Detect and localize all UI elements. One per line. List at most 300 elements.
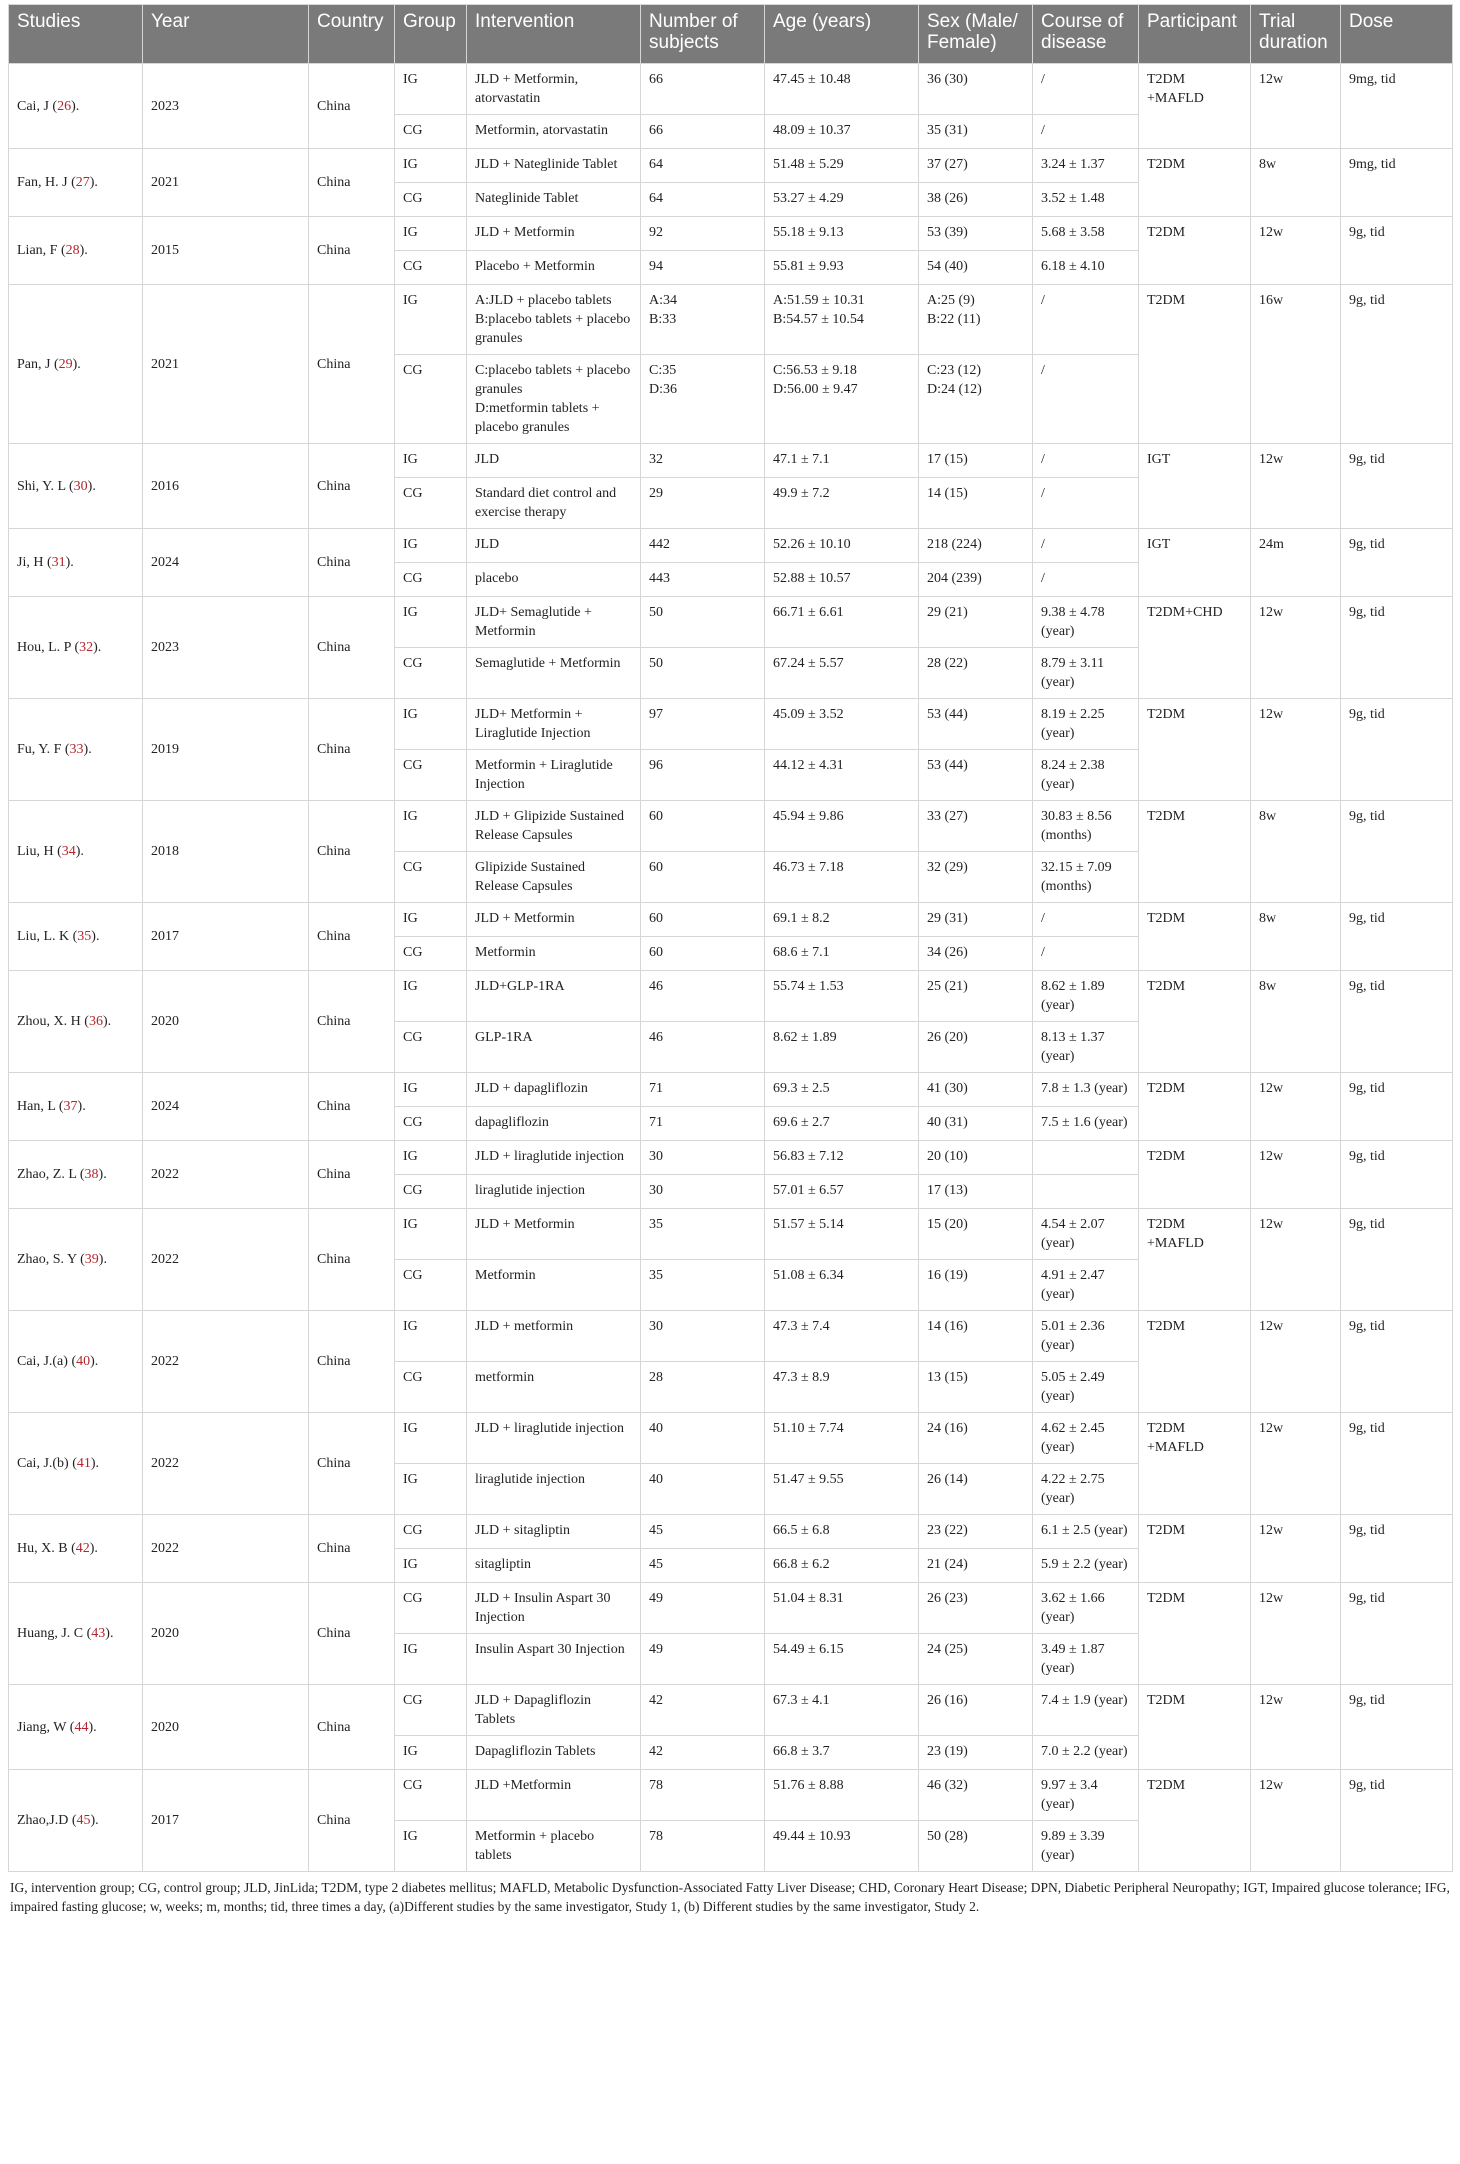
country-cell: China [309, 529, 395, 597]
group-cell: CG [395, 251, 467, 285]
n-cell [641, 115, 765, 149]
sex-line: 218 (224) [927, 537, 982, 552]
study-name-cell: Fu, Y. F (33). [9, 699, 143, 801]
intervention-line: Semaglutide + Metformin [475, 656, 621, 671]
sex-cell [919, 149, 1033, 183]
country-cell: China [309, 1209, 395, 1311]
dose-cell: 9g, tid [1341, 801, 1453, 903]
n-cell [641, 1022, 765, 1073]
study-name-cell: Liu, H (34). [9, 801, 143, 903]
course-of-disease-cell: 7.4 ± 1.9 (year) [1033, 1685, 1139, 1736]
trial-duration-cell: 12w [1251, 444, 1341, 529]
intervention-cell [467, 529, 641, 563]
age-cell [765, 1515, 919, 1549]
age-line: 67.24 ± 5.57 [773, 656, 844, 671]
group-cell: IG [395, 971, 467, 1022]
intervention-cell [467, 183, 641, 217]
column-header: Age (years) [765, 5, 919, 64]
n-line: 30 [649, 1319, 663, 1334]
study-name-cell: Ji, H (31). [9, 529, 143, 597]
n-cell [641, 1634, 765, 1685]
intervention-cell [467, 1821, 641, 1872]
age-cell [765, 217, 919, 251]
dose-cell: 9g, tid [1341, 1073, 1453, 1141]
age-cell [765, 444, 919, 478]
n-cell [641, 1736, 765, 1770]
age-cell [765, 355, 919, 444]
sex-cell [919, 64, 1033, 115]
sex-cell [919, 1736, 1033, 1770]
age-line: 51.47 ± 9.55 [773, 1472, 844, 1487]
sex-line: 36 (30) [927, 72, 968, 87]
course-of-disease-cell: 7.8 ± 1.3 (year) [1033, 1073, 1139, 1107]
n-cell [641, 1685, 765, 1736]
intervention-cell [467, 801, 641, 852]
year-cell: 2019 [143, 699, 309, 801]
study-name: Cai, J [17, 98, 49, 114]
sex-line: 26 (16) [927, 1693, 968, 1708]
intervention-cell [467, 903, 641, 937]
sex-cell [919, 217, 1033, 251]
intervention-line: JLD + metformin [475, 1319, 574, 1334]
dose-cell: 9g, tid [1341, 1141, 1453, 1209]
table-row [9, 1685, 1453, 1736]
age-line: 68.6 ± 7.1 [773, 945, 830, 960]
course-of-disease-cell: 7.5 ± 1.6 (year) [1033, 1107, 1139, 1141]
intervention-line: Metformin + Liraglutide Injection [475, 758, 613, 792]
reference-link[interactable]: 33 [69, 742, 84, 757]
year-cell: 2023 [143, 597, 309, 699]
table-row [9, 529, 1453, 563]
year-cell: 2022 [143, 1209, 309, 1311]
age-cell [765, 251, 919, 285]
age-cell [765, 1634, 919, 1685]
n-line: 64 [649, 157, 663, 172]
sex-line: 21 (24) [927, 1557, 968, 1572]
reference-link[interactable]: 44 [74, 1719, 89, 1735]
group-cell: IG [395, 903, 467, 937]
n-line: 30 [649, 1149, 663, 1164]
country-cell: China [309, 1770, 395, 1872]
n-line: 96 [649, 758, 663, 773]
intervention-cell [467, 285, 641, 355]
n-line: 60 [649, 945, 663, 960]
year-cell: 2021 [143, 285, 309, 444]
age-line: 47.1 ± 7.1 [773, 452, 830, 467]
reference-link[interactable]: 34 [61, 844, 76, 859]
course-of-disease-cell: 8.24 ± 2.38 (year) [1033, 750, 1139, 801]
group-cell: CG [395, 115, 467, 149]
column-header: Studies [9, 5, 143, 64]
reference-link[interactable]: 29 [58, 356, 73, 372]
n-line: 78 [649, 1778, 663, 1793]
country-cell: China [309, 64, 395, 149]
participant-cell: IGT [1139, 529, 1251, 597]
n-line: 64 [649, 191, 663, 206]
intervention-cell [467, 1362, 641, 1413]
study-name: Liu, L. K [17, 929, 70, 944]
group-cell: CG [395, 852, 467, 903]
n-line: 29 [649, 486, 663, 501]
age-cell [765, 149, 919, 183]
intervention-line: Glipizide Sustained Release Capsules [475, 860, 586, 894]
sex-cell [919, 648, 1033, 699]
sex-cell [919, 1175, 1033, 1209]
n-line: B:33 [649, 312, 677, 327]
intervention-line: Metformin [475, 1268, 536, 1283]
age-line: 47.3 ± 7.4 [773, 1319, 830, 1334]
sex-line: 29 (31) [927, 911, 968, 926]
table-row [9, 1770, 1453, 1821]
n-line: 30 [649, 1183, 663, 1198]
age-cell [765, 1073, 919, 1107]
intervention-line: sitagliptin [475, 1557, 531, 1572]
country-cell: China [309, 1311, 395, 1413]
intervention-cell [467, 1515, 641, 1549]
n-cell [641, 285, 765, 355]
age-line: 49.44 ± 10.93 [773, 1829, 851, 1844]
sex-cell [919, 1073, 1033, 1107]
course-of-disease-cell: 5.68 ± 3.58 [1033, 217, 1139, 251]
country-cell: China [309, 285, 395, 444]
year-cell: 2023 [143, 64, 309, 149]
n-line: 46 [649, 1030, 663, 1045]
n-cell [641, 149, 765, 183]
intervention-line: JLD + Nateglinide Tablet [475, 157, 618, 172]
sex-cell [919, 750, 1033, 801]
course-of-disease-cell: 3.62 ± 1.66 (year) [1033, 1583, 1139, 1634]
intervention-line: JLD + liraglutide injection [475, 1421, 625, 1436]
sex-cell [919, 115, 1033, 149]
table-row [9, 64, 1453, 115]
group-cell: CG [395, 937, 467, 971]
sex-line: 46 (32) [927, 1778, 968, 1793]
study-name: Huang, J. C [17, 1626, 84, 1641]
n-line: 40 [649, 1472, 663, 1487]
course-of-disease-cell: 5.05 ± 2.49 (year) [1033, 1362, 1139, 1413]
n-cell [641, 1770, 765, 1821]
year-cell: 2024 [143, 1073, 309, 1141]
intervention-line: placebo [475, 571, 519, 586]
n-line: 46 [649, 979, 663, 994]
column-header: Course of disease [1033, 5, 1139, 64]
reference-link[interactable]: 28 [65, 243, 80, 258]
study-name-cell: Lian, F (28). [9, 217, 143, 285]
participant-cell: T2DM [1139, 285, 1251, 444]
study-name: Lian, F [17, 243, 58, 258]
study-name: Pan, J [17, 356, 51, 372]
trial-duration-cell: 12w [1251, 699, 1341, 801]
sex-line: 16 (19) [927, 1268, 968, 1283]
sex-cell [919, 1022, 1033, 1073]
study-name-cell: Fan, H. J (27). [9, 149, 143, 217]
age-line: 66.8 ± 6.2 [773, 1557, 830, 1572]
sex-line: 24 (25) [927, 1642, 968, 1657]
n-cell [641, 529, 765, 563]
study-name-cell: Hu, X. B (42). [9, 1515, 143, 1583]
table-body [9, 64, 1453, 1872]
age-line: 51.04 ± 8.31 [773, 1591, 844, 1606]
course-of-disease-cell: 5.9 ± 2.2 (year) [1033, 1549, 1139, 1583]
intervention-cell [467, 1549, 641, 1583]
intervention-cell [467, 1209, 641, 1260]
year-cell: 2020 [143, 971, 309, 1073]
n-line: 442 [649, 537, 670, 552]
reference-link[interactable]: 31 [51, 555, 66, 570]
n-cell [641, 1549, 765, 1583]
intervention-line: Metformin + placebo tablets [475, 1829, 595, 1863]
course-of-disease-cell: / [1033, 563, 1139, 597]
n-cell [641, 1311, 765, 1362]
intervention-line: JLD + Insulin Aspart 30 Injection [475, 1591, 611, 1625]
group-cell: CG [395, 1022, 467, 1073]
study-name-cell: Pan, J (29). [9, 285, 143, 444]
n-line: 78 [649, 1829, 663, 1844]
course-of-disease-cell: / [1033, 903, 1139, 937]
intervention-cell [467, 937, 641, 971]
reference-link[interactable]: 32 [79, 640, 94, 655]
intervention-cell [467, 1464, 641, 1515]
participant-cell: T2DM [1139, 1515, 1251, 1583]
n-line: 28 [649, 1370, 663, 1385]
group-cell: IG [395, 444, 467, 478]
course-of-disease-cell: / [1033, 444, 1139, 478]
sex-line: 33 (27) [927, 809, 968, 824]
participant-cell: T2DM [1139, 971, 1251, 1073]
n-line: 35 [649, 1217, 663, 1232]
sex-line: 26 (14) [927, 1472, 968, 1487]
study-name: Cai, J.(b) [17, 1456, 69, 1471]
n-line: 32 [649, 452, 663, 467]
intervention-line: JLD [475, 537, 500, 552]
n-line: 60 [649, 911, 663, 926]
study-name-cell: Liu, L. K (35). [9, 903, 143, 971]
age-line: 52.26 ± 10.10 [773, 537, 851, 552]
dose-cell: 9mg, tid [1341, 149, 1453, 217]
intervention-line: JLD + dapagliflozin [475, 1081, 588, 1096]
dose-cell: 9g, tid [1341, 1413, 1453, 1515]
intervention-cell [467, 1175, 641, 1209]
table-row [9, 971, 1453, 1022]
age-cell [765, 1736, 919, 1770]
intervention-cell [467, 149, 641, 183]
sex-line: 204 (239) [927, 571, 982, 586]
study-name: Zhao, Z. L [17, 1167, 77, 1182]
age-cell [765, 64, 919, 115]
intervention-line: Metformin, atorvastatin [475, 123, 608, 138]
dose-cell: 9mg, tid [1341, 64, 1453, 149]
intervention-line: Metformin [475, 945, 536, 960]
sex-cell [919, 1209, 1033, 1260]
n-line: 60 [649, 860, 663, 875]
sex-line: 25 (21) [927, 979, 968, 994]
sex-cell [919, 1141, 1033, 1175]
sex-cell [919, 183, 1033, 217]
n-line: 97 [649, 707, 663, 722]
sex-cell [919, 444, 1033, 478]
intervention-cell [467, 1634, 641, 1685]
participant-cell: T2DM [1139, 1311, 1251, 1413]
group-cell: CG [395, 1685, 467, 1736]
age-line: 69.3 ± 2.5 [773, 1081, 830, 1096]
course-of-disease-cell: 9.97 ± 3.4 (year) [1033, 1770, 1139, 1821]
age-cell [765, 1685, 919, 1736]
reference-link[interactable]: 30 [73, 478, 88, 494]
table-row [9, 699, 1453, 750]
intervention-cell [467, 597, 641, 648]
sex-line: 29 (21) [927, 605, 968, 620]
intervention-cell [467, 1260, 641, 1311]
country-cell: China [309, 149, 395, 217]
intervention-cell [467, 1141, 641, 1175]
course-of-disease-cell: / [1033, 478, 1139, 529]
sex-line: 53 (44) [927, 758, 968, 773]
intervention-line: liraglutide injection [475, 1472, 586, 1487]
sex-line: D:24 (12) [927, 382, 982, 397]
sex-cell [919, 478, 1033, 529]
sex-line: 14 (15) [927, 486, 968, 501]
table-row [9, 903, 1453, 937]
year-cell: 2018 [143, 801, 309, 903]
intervention-cell [467, 478, 641, 529]
trial-duration-cell: 12w [1251, 1209, 1341, 1311]
dose-cell: 9g, tid [1341, 971, 1453, 1073]
table-row [9, 801, 1453, 852]
n-cell [641, 852, 765, 903]
age-cell [765, 1175, 919, 1209]
age-line: 49.9 ± 7.2 [773, 486, 830, 501]
participant-cell: T2DM [1139, 149, 1251, 217]
sex-cell [919, 1413, 1033, 1464]
reference-link[interactable]: 26 [57, 98, 72, 114]
reference-link[interactable]: 43 [91, 1626, 106, 1641]
reference-link[interactable]: 37 [63, 1099, 78, 1114]
age-cell [765, 1141, 919, 1175]
dose-cell: 9g, tid [1341, 444, 1453, 529]
reference-link[interactable]: 41 [76, 1456, 91, 1471]
n-cell [641, 1821, 765, 1872]
age-cell [765, 1022, 919, 1073]
group-cell: CG [395, 648, 467, 699]
n-cell [641, 1175, 765, 1209]
n-line: 71 [649, 1115, 663, 1130]
intervention-cell [467, 1685, 641, 1736]
dose-cell: 9g, tid [1341, 529, 1453, 597]
sex-cell [919, 1464, 1033, 1515]
age-cell [765, 801, 919, 852]
table-row [9, 597, 1453, 648]
sex-line: 17 (15) [927, 452, 968, 467]
n-line: 66 [649, 123, 663, 138]
reference-link[interactable]: 39 [84, 1252, 99, 1267]
age-line: C:56.53 ± 9.18 [773, 363, 857, 378]
age-line: 47.45 ± 10.48 [773, 72, 851, 87]
participant-cell: T2DM [1139, 903, 1251, 971]
n-line: 45 [649, 1557, 663, 1572]
trial-duration-cell: 8w [1251, 149, 1341, 217]
sex-line: 35 (31) [927, 123, 968, 138]
country-cell: China [309, 699, 395, 801]
n-cell [641, 251, 765, 285]
trial-duration-cell: 8w [1251, 801, 1341, 903]
sex-line: C:23 (12) [927, 363, 982, 378]
age-cell [765, 1260, 919, 1311]
course-of-disease-cell: 30.83 ± 8.56 (months) [1033, 801, 1139, 852]
course-of-disease-cell: 3.49 ± 1.87 (year) [1033, 1634, 1139, 1685]
sex-line: 53 (44) [927, 707, 968, 722]
sex-cell [919, 1583, 1033, 1634]
group-cell: CG [395, 750, 467, 801]
n-line: D:36 [649, 382, 677, 397]
sex-line: 23 (22) [927, 1523, 968, 1538]
course-of-disease-cell: 9.89 ± 3.39 (year) [1033, 1821, 1139, 1872]
reference-link[interactable]: 27 [75, 175, 90, 190]
reference-link[interactable]: 40 [76, 1354, 91, 1369]
table-row [9, 1141, 1453, 1175]
study-name-cell: Cai, J.(a) (40). [9, 1311, 143, 1413]
n-cell [641, 1107, 765, 1141]
course-of-disease-cell: 9.38 ± 4.78 (year) [1033, 597, 1139, 648]
age-cell [765, 529, 919, 563]
study-name-cell: Cai, J (26). [9, 64, 143, 149]
trial-duration-cell: 12w [1251, 1413, 1341, 1515]
study-name: Zhao, S. Y [17, 1252, 77, 1267]
dose-cell: 9g, tid [1341, 1209, 1453, 1311]
group-cell: IG [395, 597, 467, 648]
intervention-line: JLD + sitagliptin [475, 1523, 571, 1538]
intervention-line: GLP-1RA [475, 1030, 533, 1045]
sex-cell [919, 1634, 1033, 1685]
intervention-cell [467, 217, 641, 251]
age-line: D:56.00 ± 9.47 [773, 382, 858, 397]
n-line: 94 [649, 259, 663, 274]
group-cell: IG [395, 1736, 467, 1770]
sex-line: 23 (19) [927, 1744, 968, 1759]
sex-cell [919, 529, 1033, 563]
n-cell [641, 1141, 765, 1175]
intervention-line: JLD + Metformin [475, 225, 575, 240]
intervention-cell [467, 648, 641, 699]
group-cell: IG [395, 1464, 467, 1515]
reference-link[interactable]: 35 [77, 929, 92, 944]
n-cell [641, 903, 765, 937]
n-cell [641, 217, 765, 251]
course-of-disease-cell: 3.52 ± 1.48 [1033, 183, 1139, 217]
table-row [9, 217, 1453, 251]
sex-line: 50 (28) [927, 1829, 968, 1844]
reference-link[interactable]: 36 [88, 1014, 103, 1029]
group-cell: CG [395, 183, 467, 217]
trial-duration-cell: 12w [1251, 597, 1341, 699]
country-cell: China [309, 1073, 395, 1141]
course-of-disease-cell: 5.01 ± 2.36 (year) [1033, 1311, 1139, 1362]
study-name: Fan, H. J [17, 175, 68, 190]
trial-duration-cell: 12w [1251, 217, 1341, 285]
table-row [9, 444, 1453, 478]
intervention-line: JLD + Metformin [475, 1217, 575, 1232]
reference-link[interactable]: 38 [84, 1167, 99, 1182]
year-cell: 2022 [143, 1141, 309, 1209]
n-cell [641, 355, 765, 444]
study-name: Hou, L. P [17, 640, 71, 655]
trial-duration-cell: 8w [1251, 971, 1341, 1073]
country-cell: China [309, 1515, 395, 1583]
group-cell: IG [395, 285, 467, 355]
n-cell [641, 699, 765, 750]
reference-link[interactable]: 45 [76, 1813, 91, 1828]
intervention-line: JLD + Dapagliflozin Tablets [475, 1693, 591, 1727]
reference-link[interactable]: 42 [75, 1541, 90, 1556]
